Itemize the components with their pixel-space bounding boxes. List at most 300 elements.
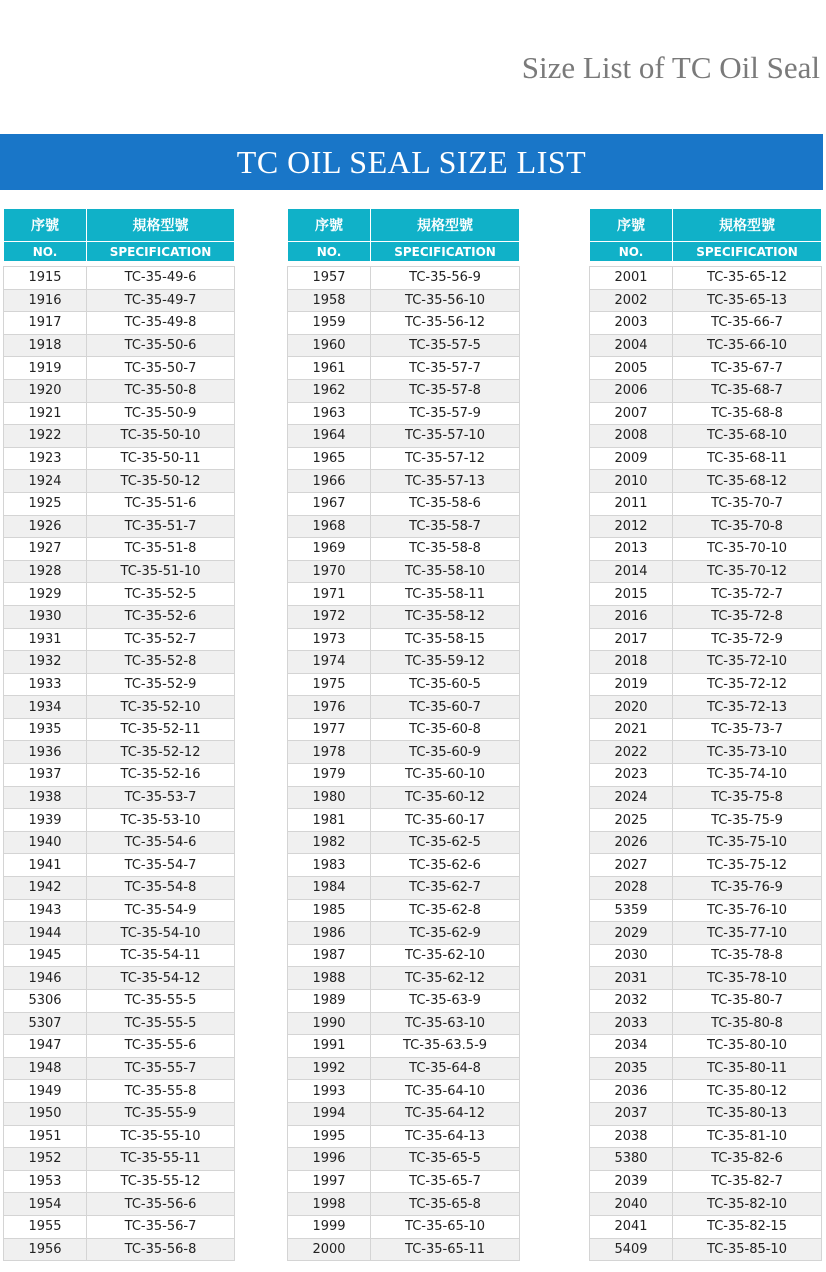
row-number: 2005: [590, 357, 673, 380]
table-row: [590, 560, 822, 583]
column-header-no-en: NO.: [288, 242, 371, 262]
row-specification: TC-35-56-10: [371, 289, 520, 312]
row-specification: TC-35-58-12: [371, 605, 520, 628]
row-number: 2041: [590, 1215, 673, 1238]
row-number: 2022: [590, 741, 673, 764]
table-row: [288, 831, 520, 854]
row-specification: TC-35-55-5: [87, 1012, 235, 1035]
table-row: [4, 809, 235, 832]
row-number: 1988: [288, 967, 371, 990]
row-number: 1958: [288, 289, 371, 312]
row-specification: TC-35-52-9: [87, 673, 235, 696]
table-row: [4, 402, 235, 425]
row-number: 1970: [288, 560, 371, 583]
row-number: 2033: [590, 1012, 673, 1035]
row-specification: TC-35-52-8: [87, 651, 235, 674]
table-row: [4, 605, 235, 628]
table-row: [590, 379, 822, 402]
row-specification: TC-35-54-9: [87, 899, 235, 922]
row-specification: TC-35-58-11: [371, 583, 520, 606]
table-row: [590, 741, 822, 764]
row-number: 2029: [590, 922, 673, 945]
row-number: 1968: [288, 515, 371, 538]
table-row: [288, 809, 520, 832]
row-specification: TC-35-85-10: [673, 1238, 822, 1261]
table-row: [4, 1035, 235, 1058]
row-specification: TC-35-52-5: [87, 583, 235, 606]
row-number: 2012: [590, 515, 673, 538]
table-row: [590, 967, 822, 990]
row-specification: TC-35-55-12: [87, 1170, 235, 1193]
table-row: [288, 1125, 520, 1148]
row-number: 1981: [288, 809, 371, 832]
row-specification: TC-35-57-13: [371, 470, 520, 493]
row-number: 1989: [288, 990, 371, 1013]
row-specification: TC-35-72-10: [673, 651, 822, 674]
row-number: 1992: [288, 1057, 371, 1080]
row-number: 2032: [590, 990, 673, 1013]
row-specification: TC-35-52-7: [87, 628, 235, 651]
table-row: [4, 990, 235, 1013]
table-row: [590, 696, 822, 719]
table-row: [288, 1170, 520, 1193]
table-row: [4, 899, 235, 922]
table-row: [288, 1238, 520, 1261]
row-specification: TC-35-72-12: [673, 673, 822, 696]
row-number: 2040: [590, 1193, 673, 1216]
table-row: [4, 1102, 235, 1125]
row-number: 1940: [4, 831, 87, 854]
row-number: 2025: [590, 809, 673, 832]
table-row: [590, 583, 822, 606]
table-row: [288, 899, 520, 922]
column-header-spec-zh: 規格型號: [87, 209, 235, 242]
row-number: 1919: [4, 357, 87, 380]
table-row: [288, 447, 520, 470]
table-row: [4, 312, 235, 335]
table-row: [4, 628, 235, 651]
row-number: 2011: [590, 492, 673, 515]
row-number: 1915: [4, 267, 87, 290]
table-row: [288, 922, 520, 945]
row-number: 2016: [590, 605, 673, 628]
row-specification: TC-35-58-10: [371, 560, 520, 583]
row-specification: TC-35-57-8: [371, 379, 520, 402]
row-specification: TC-35-78-10: [673, 967, 822, 990]
table-row: [590, 447, 822, 470]
table-row: [4, 1125, 235, 1148]
row-number: 1956: [4, 1238, 87, 1261]
row-number: 1951: [4, 1125, 87, 1148]
row-number: 1926: [4, 515, 87, 538]
row-specification: TC-35-75-10: [673, 831, 822, 854]
row-number: 1946: [4, 967, 87, 990]
row-number: 2004: [590, 334, 673, 357]
row-specification: TC-35-57-5: [371, 334, 520, 357]
table-row: [288, 379, 520, 402]
table-row: [4, 425, 235, 448]
row-specification: TC-35-50-6: [87, 334, 235, 357]
row-number: 2003: [590, 312, 673, 335]
row-specification: TC-35-72-13: [673, 696, 822, 719]
row-specification: TC-35-51-8: [87, 538, 235, 561]
table-row: [4, 718, 235, 741]
column-header-spec-en: SPECIFICATION: [87, 242, 235, 262]
table-row: [288, 673, 520, 696]
table-row: [288, 718, 520, 741]
row-specification: TC-35-58-7: [371, 515, 520, 538]
table-row: [288, 334, 520, 357]
table-row: [590, 312, 822, 335]
row-number: 1950: [4, 1102, 87, 1125]
row-specification: TC-35-50-10: [87, 425, 235, 448]
table-row: [4, 854, 235, 877]
row-specification: TC-35-75-9: [673, 809, 822, 832]
row-specification: TC-35-75-12: [673, 854, 822, 877]
row-number: 1965: [288, 447, 371, 470]
row-number: 2000: [288, 1238, 371, 1261]
row-specification: TC-35-78-8: [673, 944, 822, 967]
row-number: 1977: [288, 718, 371, 741]
table-row: [288, 651, 520, 674]
row-specification: TC-35-60-5: [371, 673, 520, 696]
row-number: 5409: [590, 1238, 673, 1261]
row-specification: TC-35-65-5: [371, 1148, 520, 1171]
row-specification: TC-35-82-7: [673, 1170, 822, 1193]
table-row: [590, 357, 822, 380]
size-table-1: [3, 208, 235, 1261]
row-specification: TC-35-54-8: [87, 877, 235, 900]
row-number: 2021: [590, 718, 673, 741]
row-number: 2034: [590, 1035, 673, 1058]
column-header-spec-en: SPECIFICATION: [371, 242, 520, 262]
row-number: 1931: [4, 628, 87, 651]
row-number: 2019: [590, 673, 673, 696]
table-row: [4, 1193, 235, 1216]
row-specification: TC-35-51-7: [87, 515, 235, 538]
table-row: [4, 1080, 235, 1103]
row-number: 2001: [590, 267, 673, 290]
row-specification: TC-35-65-13: [673, 289, 822, 312]
row-number: 5380: [590, 1148, 673, 1171]
row-specification: TC-35-64-13: [371, 1125, 520, 1148]
row-specification: TC-35-62-7: [371, 877, 520, 900]
table-row: [4, 1012, 235, 1035]
row-specification: TC-35-55-6: [87, 1035, 235, 1058]
table-row: [288, 628, 520, 651]
row-specification: TC-35-51-6: [87, 492, 235, 515]
row-specification: TC-35-64-12: [371, 1102, 520, 1125]
row-number: 2031: [590, 967, 673, 990]
table-row: [288, 967, 520, 990]
row-number: 1996: [288, 1148, 371, 1171]
row-specification: TC-35-63-9: [371, 990, 520, 1013]
row-specification: TC-35-56-6: [87, 1193, 235, 1216]
table-row: [288, 696, 520, 719]
row-number: 1983: [288, 854, 371, 877]
row-number: 1998: [288, 1193, 371, 1216]
row-specification: TC-35-55-5: [87, 990, 235, 1013]
row-specification: TC-35-55-8: [87, 1080, 235, 1103]
table-row: [590, 877, 822, 900]
table-row: [288, 357, 520, 380]
row-number: 1976: [288, 696, 371, 719]
table-row: [590, 1080, 822, 1103]
row-number: 1999: [288, 1215, 371, 1238]
row-specification: TC-35-63-10: [371, 1012, 520, 1035]
row-number: 1985: [288, 899, 371, 922]
row-specification: TC-35-67-7: [673, 357, 822, 380]
row-specification: TC-35-54-11: [87, 944, 235, 967]
row-specification: TC-35-72-7: [673, 583, 822, 606]
row-number: 1997: [288, 1170, 371, 1193]
row-number: 2020: [590, 696, 673, 719]
table-row: [288, 944, 520, 967]
row-number: 1955: [4, 1215, 87, 1238]
row-number: 1960: [288, 334, 371, 357]
table-row: [590, 809, 822, 832]
row-specification: TC-35-60-12: [371, 786, 520, 809]
row-number: 1932: [4, 651, 87, 674]
table-row: [590, 1193, 822, 1216]
table-row: [4, 470, 235, 493]
row-number: 1952: [4, 1148, 87, 1171]
table-row: [590, 1035, 822, 1058]
table-row: [4, 1215, 235, 1238]
table-row: [590, 1148, 822, 1171]
table-row: [288, 1102, 520, 1125]
row-specification: TC-35-54-12: [87, 967, 235, 990]
row-number: 1943: [4, 899, 87, 922]
banner-title: TC OIL SEAL SIZE LIST: [0, 134, 823, 190]
table-row: [590, 267, 822, 290]
row-specification: TC-35-52-6: [87, 605, 235, 628]
row-number: 5306: [4, 990, 87, 1013]
table-row: [4, 741, 235, 764]
table-row: [4, 447, 235, 470]
table-row: [288, 1080, 520, 1103]
row-specification: TC-35-70-8: [673, 515, 822, 538]
row-number: 2010: [590, 470, 673, 493]
row-number: 1953: [4, 1170, 87, 1193]
row-specification: TC-35-52-12: [87, 741, 235, 764]
table-row: [288, 1035, 520, 1058]
row-specification: TC-35-62-6: [371, 854, 520, 877]
row-number: 1973: [288, 628, 371, 651]
row-specification: TC-35-58-15: [371, 628, 520, 651]
table-row: [288, 515, 520, 538]
row-specification: TC-35-56-9: [371, 267, 520, 290]
row-number: 1964: [288, 425, 371, 448]
table-row: [288, 1148, 520, 1171]
row-number: 2036: [590, 1080, 673, 1103]
table-row: [288, 605, 520, 628]
table-row: [4, 831, 235, 854]
row-specification: TC-35-55-7: [87, 1057, 235, 1080]
row-number: 2038: [590, 1125, 673, 1148]
row-specification: TC-35-56-8: [87, 1238, 235, 1261]
row-specification: TC-35-62-8: [371, 899, 520, 922]
row-specification: TC-35-70-12: [673, 560, 822, 583]
row-specification: TC-35-65-7: [371, 1170, 520, 1193]
table-row: [288, 289, 520, 312]
table-row: [4, 515, 235, 538]
table-row: [590, 831, 822, 854]
row-number: 1975: [288, 673, 371, 696]
table-row: [590, 492, 822, 515]
row-specification: TC-35-70-10: [673, 538, 822, 561]
column-header-spec-en: SPECIFICATION: [673, 242, 822, 262]
table-row: [4, 267, 235, 290]
row-number: 1935: [4, 718, 87, 741]
row-specification: TC-35-82-6: [673, 1148, 822, 1171]
row-number: 2023: [590, 764, 673, 787]
row-specification: TC-35-51-10: [87, 560, 235, 583]
row-specification: TC-35-54-6: [87, 831, 235, 854]
row-number: 1954: [4, 1193, 87, 1216]
row-specification: TC-35-55-11: [87, 1148, 235, 1171]
row-specification: TC-35-62-10: [371, 944, 520, 967]
row-number: 1959: [288, 312, 371, 335]
row-number: 1924: [4, 470, 87, 493]
table-row: [288, 854, 520, 877]
row-number: 1957: [288, 267, 371, 290]
row-specification: TC-35-65-11: [371, 1238, 520, 1261]
table-row: [4, 1057, 235, 1080]
row-specification: TC-35-80-10: [673, 1035, 822, 1058]
row-number: 1927: [4, 538, 87, 561]
row-number: 1987: [288, 944, 371, 967]
row-number: 1969: [288, 538, 371, 561]
row-number: 1974: [288, 651, 371, 674]
row-number: 2027: [590, 854, 673, 877]
row-number: 1941: [4, 854, 87, 877]
row-specification: TC-35-66-7: [673, 312, 822, 335]
row-number: 1916: [4, 289, 87, 312]
table-row: [590, 854, 822, 877]
row-specification: TC-35-80-11: [673, 1057, 822, 1080]
row-number: 1930: [4, 605, 87, 628]
row-number: 2009: [590, 447, 673, 470]
row-number: 2037: [590, 1102, 673, 1125]
row-specification: TC-35-62-5: [371, 831, 520, 854]
row-specification: TC-35-70-7: [673, 492, 822, 515]
row-number: 1925: [4, 492, 87, 515]
row-number: 1962: [288, 379, 371, 402]
row-specification: TC-35-56-12: [371, 312, 520, 335]
size-table-3: [589, 208, 822, 1261]
row-specification: TC-35-53-7: [87, 786, 235, 809]
row-number: 2017: [590, 628, 673, 651]
row-number: 5359: [590, 899, 673, 922]
row-number: 2014: [590, 560, 673, 583]
table-row: [288, 312, 520, 335]
table-row: [288, 741, 520, 764]
row-specification: TC-35-62-9: [371, 922, 520, 945]
row-specification: TC-35-75-8: [673, 786, 822, 809]
row-number: 1937: [4, 764, 87, 787]
table-row: [4, 944, 235, 967]
table-row: [4, 651, 235, 674]
table-row: [590, 944, 822, 967]
table-row: [4, 583, 235, 606]
column-header-no-zh: 序號: [4, 209, 87, 242]
row-specification: TC-35-57-9: [371, 402, 520, 425]
row-number: 1920: [4, 379, 87, 402]
row-specification: TC-35-57-12: [371, 447, 520, 470]
row-specification: TC-35-68-7: [673, 379, 822, 402]
row-specification: TC-35-73-7: [673, 718, 822, 741]
row-specification: TC-35-65-12: [673, 267, 822, 290]
row-number: 1967: [288, 492, 371, 515]
column-header-no-zh: 序號: [288, 209, 371, 242]
row-specification: TC-35-49-8: [87, 312, 235, 335]
row-specification: TC-35-64-10: [371, 1080, 520, 1103]
row-number: 2030: [590, 944, 673, 967]
table-row: [590, 1215, 822, 1238]
table-row: [288, 425, 520, 448]
row-number: 1947: [4, 1035, 87, 1058]
row-number: 2035: [590, 1057, 673, 1080]
row-number: 1972: [288, 605, 371, 628]
row-number: 2015: [590, 583, 673, 606]
table-row: [4, 673, 235, 696]
row-number: 2018: [590, 651, 673, 674]
row-specification: TC-35-62-12: [371, 967, 520, 990]
row-specification: TC-35-49-6: [87, 267, 235, 290]
row-specification: TC-35-63.5-9: [371, 1035, 520, 1058]
row-specification: TC-35-57-10: [371, 425, 520, 448]
row-specification: TC-35-55-10: [87, 1125, 235, 1148]
row-number: 1922: [4, 425, 87, 448]
row-specification: TC-35-65-10: [371, 1215, 520, 1238]
row-number: 1993: [288, 1080, 371, 1103]
table-row: [4, 379, 235, 402]
table-row: [4, 334, 235, 357]
row-number: 1986: [288, 922, 371, 945]
table-row: [590, 990, 822, 1013]
row-number: 1971: [288, 583, 371, 606]
row-specification: TC-35-50-11: [87, 447, 235, 470]
table-row: [590, 1170, 822, 1193]
row-number: 1949: [4, 1080, 87, 1103]
row-specification: TC-35-74-10: [673, 764, 822, 787]
table-row: [590, 334, 822, 357]
row-specification: TC-35-80-12: [673, 1080, 822, 1103]
table-row: [288, 877, 520, 900]
page-title: Size List of TC Oil Seal: [521, 50, 820, 85]
row-specification: TC-35-80-8: [673, 1012, 822, 1035]
row-number: 1928: [4, 560, 87, 583]
table-row: [288, 560, 520, 583]
row-number: 1939: [4, 809, 87, 832]
table-row: [4, 357, 235, 380]
table-row: [590, 470, 822, 493]
table-row: [288, 583, 520, 606]
row-specification: TC-35-58-6: [371, 492, 520, 515]
row-number: 1945: [4, 944, 87, 967]
row-specification: TC-35-66-10: [673, 334, 822, 357]
row-number: 1963: [288, 402, 371, 425]
row-number: 1991: [288, 1035, 371, 1058]
row-specification: TC-35-56-7: [87, 1215, 235, 1238]
table-row: [288, 470, 520, 493]
row-specification: TC-35-65-8: [371, 1193, 520, 1216]
row-number: 2006: [590, 379, 673, 402]
row-specification: TC-35-72-8: [673, 605, 822, 628]
row-number: 2007: [590, 402, 673, 425]
row-number: 1995: [288, 1125, 371, 1148]
